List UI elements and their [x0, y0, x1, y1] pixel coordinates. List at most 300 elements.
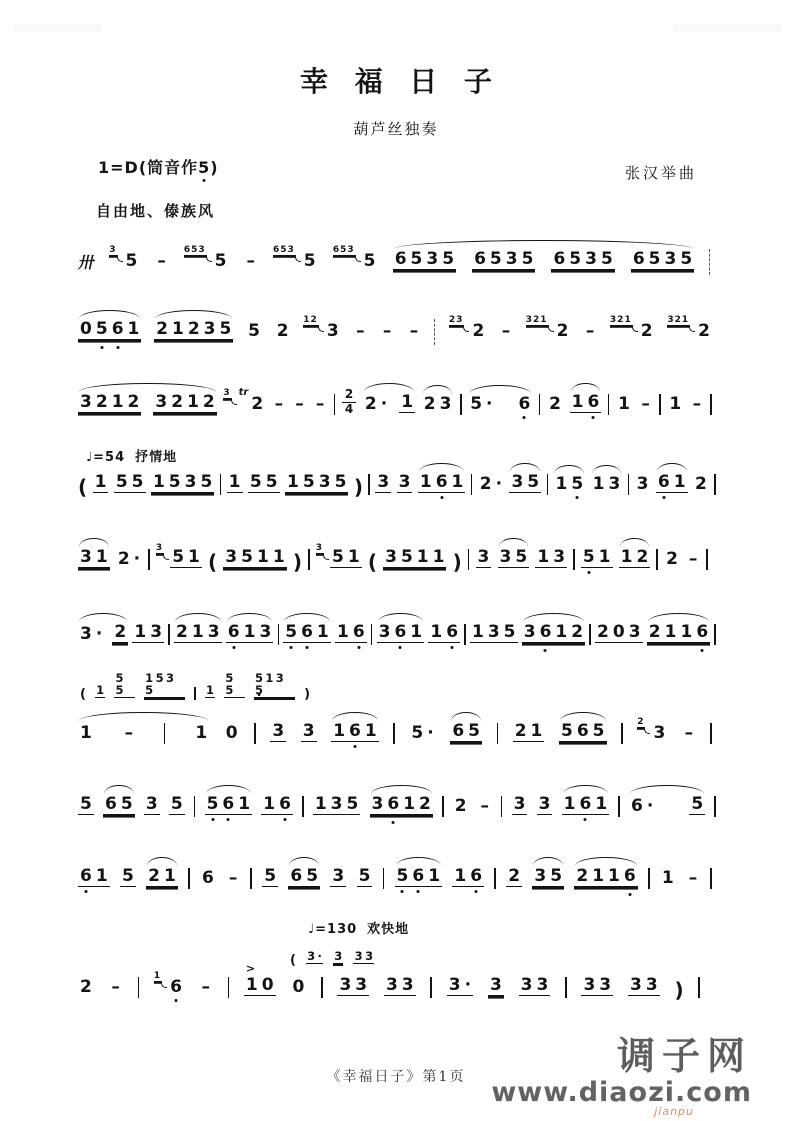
- digit: 5: [358, 866, 371, 886]
- music-line-9: [78, 857, 712, 895]
- digit: 1: [530, 721, 543, 741]
- digit: 3: [259, 622, 272, 642]
- note: [78, 626, 104, 651]
- slur-arc: [657, 463, 687, 472]
- grace-digits: 321: [667, 314, 690, 325]
- note: [151, 474, 214, 501]
- note-digits: [409, 725, 435, 742]
- note: [635, 476, 651, 501]
- note: [377, 624, 425, 651]
- digit: 5: [680, 249, 693, 269]
- note: [629, 798, 655, 823]
- note: [370, 796, 433, 823]
- note: [512, 796, 528, 823]
- digit: 1: [669, 394, 682, 414]
- note-digits: [453, 798, 469, 815]
- slur-arc: [396, 857, 442, 866]
- note-digits: [78, 626, 104, 643]
- barline: [710, 868, 712, 889]
- digit: 1: [432, 547, 445, 567]
- note: [509, 474, 541, 501]
- barline: [539, 394, 541, 415]
- note-digits: [399, 394, 415, 413]
- note-digits: [553, 476, 585, 493]
- digit: ·: [95, 624, 103, 644]
- note: [453, 798, 469, 823]
- grace-notes: [333, 246, 361, 257]
- note: [506, 868, 522, 895]
- note: [78, 796, 94, 823]
- note: [551, 251, 614, 278]
- slur-arc: [423, 385, 453, 394]
- parenthesis: (: [208, 550, 218, 574]
- note-digits: [535, 549, 567, 568]
- note-digits: [555, 323, 571, 340]
- note-digits: [383, 549, 446, 568]
- watermark-url: www.diaozi.com: [491, 1076, 752, 1108]
- note: [144, 796, 160, 823]
- note: [246, 323, 262, 348]
- note-digits: [422, 396, 454, 413]
- digit: 5: [125, 251, 138, 271]
- note-digits: [532, 868, 564, 887]
- grace-notes: [316, 544, 329, 555]
- note: [95, 682, 105, 705]
- slur-arc: [575, 857, 636, 866]
- digit: 6: [226, 624, 242, 641]
- slur-arc: [394, 240, 694, 249]
- digit: 1: [419, 472, 432, 492]
- digit: 2: [571, 622, 584, 642]
- digit: 5: [120, 794, 133, 814]
- digit: 3: [355, 975, 368, 995]
- slur-group: [468, 396, 532, 421]
- digit: 3: [334, 948, 343, 963]
- low-octave-dot: [451, 646, 454, 649]
- note: [535, 549, 567, 576]
- digit: 1: [401, 392, 414, 412]
- slur-arc: [206, 785, 252, 794]
- note-digits: [302, 253, 318, 270]
- note-digits: [472, 251, 535, 270]
- note: [330, 868, 346, 895]
- note: [472, 251, 535, 278]
- note: [78, 868, 110, 895]
- note: [109, 244, 139, 278]
- note-digits: [169, 796, 185, 815]
- note: [254, 673, 295, 704]
- note-digits: [635, 476, 651, 493]
- digit: 3: [599, 975, 612, 995]
- note: [447, 977, 473, 1004]
- note: [337, 977, 369, 1004]
- note: [570, 394, 602, 421]
- barline: [371, 624, 373, 645]
- digit: 6: [394, 249, 407, 269]
- digit: ·: [380, 394, 388, 414]
- note: [616, 396, 632, 421]
- note: [609, 314, 655, 348]
- digit: 3: [538, 794, 551, 814]
- expression-marking: 自由地、傣族风: [96, 202, 216, 220]
- note: [532, 868, 564, 895]
- duration-dash: –: [641, 394, 650, 414]
- digit: 1: [80, 723, 92, 743]
- slur-arc: [364, 383, 414, 392]
- note-digits: [270, 723, 286, 742]
- grace-notes: [610, 316, 638, 327]
- digit: 3: [80, 547, 92, 567]
- note-digits: [146, 868, 178, 887]
- digit: 5: [219, 319, 232, 339]
- dashed-barline: [434, 319, 437, 345]
- note-digits: [78, 868, 110, 887]
- note-digits: [154, 321, 233, 340]
- digit: 2: [640, 321, 653, 341]
- note: [283, 624, 331, 651]
- digit: 3: [307, 948, 316, 963]
- digit: 6: [538, 624, 554, 641]
- note-digits: [639, 323, 655, 340]
- digit: 6: [277, 796, 293, 813]
- digit: 3: [354, 948, 363, 963]
- barline: [497, 723, 499, 744]
- note-digits: [363, 396, 389, 413]
- note-digits: [591, 476, 623, 493]
- note: [647, 624, 710, 651]
- note-digits: [78, 549, 110, 568]
- barline: [621, 723, 623, 744]
- digit: 2: [156, 319, 168, 339]
- note: [193, 725, 209, 750]
- barline: [383, 868, 385, 889]
- digit: 1: [680, 622, 693, 642]
- digit: 3: [184, 472, 197, 492]
- digit: 3: [505, 249, 518, 269]
- barline: [706, 549, 708, 570]
- digit: 6: [351, 624, 367, 641]
- music-line-3: [78, 383, 712, 421]
- note-digits: [619, 549, 651, 568]
- digit: 1: [555, 474, 568, 494]
- note: [581, 549, 613, 576]
- digit: 3: [629, 975, 642, 995]
- digit: 6: [434, 474, 450, 491]
- subtitle: 葫芦丝独奏: [353, 120, 439, 138]
- digit: 1: [134, 622, 147, 642]
- digit: 5: [527, 472, 540, 492]
- note: [667, 314, 712, 348]
- grace-digits: 2: [637, 716, 645, 727]
- note-digits: [667, 396, 683, 413]
- barline: [308, 549, 310, 570]
- note: [116, 551, 142, 576]
- note-digits: [78, 796, 94, 815]
- slur-group: [393, 251, 695, 278]
- digit: 6: [656, 474, 672, 491]
- duration-dash: –: [201, 977, 211, 997]
- trill-mark: tr: [238, 387, 249, 398]
- barline: [164, 723, 166, 744]
- digit: 1: [347, 547, 360, 567]
- note: [315, 542, 362, 576]
- slur-arc: [523, 613, 584, 622]
- digit: 6: [694, 624, 710, 641]
- digit: 1: [451, 472, 464, 492]
- slur-arc: [79, 613, 127, 622]
- note-digits: [357, 868, 373, 887]
- digit: 1: [314, 794, 327, 814]
- note-digits: [78, 394, 141, 413]
- note-digits: [116, 551, 142, 568]
- note-digits: [275, 323, 291, 340]
- barline: [573, 549, 575, 570]
- digit: 5: [489, 249, 502, 269]
- digit: 5: [115, 682, 124, 697]
- low-octave-dot: [392, 821, 395, 824]
- duration-dash: –: [688, 868, 698, 888]
- digit: 5: [470, 394, 483, 414]
- grace-hook-icon: [548, 325, 554, 332]
- note: [112, 624, 128, 651]
- digit: 1: [256, 547, 269, 567]
- digit: 5: [265, 472, 278, 492]
- slur-arc: [469, 385, 531, 394]
- digit: 5: [254, 673, 264, 685]
- duration-dash: –: [356, 321, 365, 341]
- slur-arc: [289, 857, 319, 866]
- note-digits: [313, 796, 361, 815]
- note: [428, 624, 460, 651]
- barline: [648, 868, 650, 889]
- digit: 1: [111, 392, 124, 412]
- note-digits: [151, 474, 214, 493]
- digit: 1: [272, 547, 285, 567]
- digit: 2: [597, 622, 609, 642]
- slur-arc: [79, 712, 208, 721]
- digit: 6: [105, 794, 117, 814]
- digit: 1: [188, 547, 200, 567]
- grace-hook-icon: [231, 398, 237, 405]
- slur-arc: [155, 310, 232, 319]
- note-digits: [120, 868, 136, 887]
- note-digits: [262, 868, 278, 887]
- slur-arc: [571, 383, 601, 392]
- barline: [228, 977, 230, 998]
- note: [285, 474, 348, 501]
- parenthesis: (: [290, 953, 296, 968]
- digit: 2: [202, 392, 215, 412]
- note: [595, 624, 643, 651]
- note: [628, 977, 660, 1004]
- digit: 5: [170, 794, 183, 814]
- slur-arc: [560, 712, 606, 721]
- grace-hook-icon: [318, 325, 324, 332]
- digit: 5: [225, 671, 234, 685]
- note-digits: [551, 251, 614, 270]
- note: [519, 977, 551, 1004]
- low-octave-dot: [203, 179, 206, 182]
- note-digits: [519, 977, 551, 996]
- note-digits: [285, 474, 348, 493]
- digit: 2: [80, 977, 92, 997]
- duration-dash: –: [295, 394, 304, 414]
- note: [689, 796, 705, 823]
- grace-digits: 653: [272, 244, 295, 255]
- barline: [471, 474, 473, 495]
- digit: 1: [537, 547, 550, 567]
- digit: ·: [646, 796, 654, 816]
- digit: 5: [264, 866, 277, 886]
- barline: [656, 549, 658, 570]
- slur-group: [629, 796, 705, 823]
- note: [591, 476, 623, 501]
- note-digits: [223, 549, 286, 568]
- note: [664, 551, 680, 576]
- slur-arc: [79, 383, 216, 392]
- barline: [138, 977, 140, 998]
- barline: [464, 624, 466, 645]
- duration-dash: –: [409, 321, 419, 341]
- grace-hook-icon: [206, 255, 212, 262]
- digit: 1: [471, 622, 484, 642]
- digit: 1: [592, 866, 605, 886]
- slur-arc: [378, 613, 424, 622]
- digit: 6: [410, 868, 426, 885]
- grace-notes: [637, 718, 650, 729]
- low-octave-dot: [357, 646, 360, 649]
- note-digits: [112, 624, 128, 643]
- digit: 6: [452, 721, 465, 741]
- note: [331, 723, 379, 750]
- slur-arc: [104, 785, 134, 794]
- note-digits: [224, 673, 245, 698]
- digit: 2: [636, 547, 649, 567]
- note: [224, 725, 240, 750]
- digit: 1: [263, 794, 276, 814]
- low-octave-dot: [440, 496, 443, 499]
- tempo-style: 欢快地: [367, 922, 410, 937]
- digit: 0: [225, 723, 238, 743]
- note-digits: [249, 396, 265, 413]
- key-suffix: ): [210, 158, 219, 177]
- digit: ·: [464, 975, 472, 995]
- note-digits: [397, 474, 413, 493]
- barline: [302, 796, 304, 817]
- note-digits: [370, 796, 433, 815]
- digit: 3: [385, 975, 398, 995]
- tempo-style: 抒情地: [135, 450, 178, 465]
- low-octave-dot: [544, 649, 547, 652]
- low-octave-dot: [576, 496, 579, 499]
- grace-notes: [526, 316, 554, 327]
- note-digits: [696, 323, 712, 340]
- low-octave-dot: [628, 893, 631, 896]
- note: [290, 979, 306, 1004]
- watermark: [491, 1034, 752, 1118]
- digit: 5: [145, 682, 154, 697]
- duration-dash: –: [684, 723, 694, 743]
- barline: [321, 977, 323, 998]
- grace-notes: [154, 972, 167, 983]
- digit: 2: [556, 321, 569, 341]
- note: [272, 244, 318, 278]
- note-digits: [248, 474, 280, 493]
- digit: 2: [695, 474, 707, 494]
- time-signature: [342, 388, 356, 417]
- note-digits: [244, 962, 276, 996]
- digit: 1: [410, 622, 423, 642]
- note: [581, 977, 613, 1004]
- digit: 6: [468, 868, 484, 885]
- note: [409, 725, 435, 750]
- music-line-2: [78, 310, 712, 348]
- digit: 3: [653, 723, 666, 743]
- digit: 1: [243, 622, 256, 642]
- digit: 1: [403, 794, 416, 814]
- barline: [547, 474, 549, 495]
- music-line-4: [78, 463, 716, 501]
- digit: 3: [448, 975, 461, 995]
- digit: 2: [114, 622, 127, 642]
- barline: [501, 796, 503, 817]
- note: [174, 624, 222, 651]
- digit: 3: [477, 547, 490, 567]
- low-octave-dot: [353, 745, 356, 748]
- digit: 1: [228, 472, 241, 492]
- digit: 1: [152, 472, 165, 492]
- slur-group: [78, 394, 217, 421]
- note: [422, 396, 454, 421]
- digit: 3: [583, 975, 596, 995]
- note: [559, 723, 607, 750]
- low-octave-dot: [211, 818, 214, 821]
- digit: 1: [187, 392, 199, 412]
- digit: 5: [581, 549, 597, 566]
- note-digits: [330, 868, 346, 887]
- digit: 5: [334, 472, 347, 492]
- slur-arc: [563, 785, 609, 794]
- digit: 2: [117, 549, 130, 569]
- note-digits: [616, 396, 632, 413]
- digit: 2: [508, 866, 521, 886]
- digit: 5: [550, 866, 563, 886]
- grace-hook-icon: [355, 255, 361, 262]
- note-digits: [476, 549, 492, 568]
- note: [78, 725, 94, 750]
- note-digits: [213, 253, 229, 270]
- music-line-7-cue: [80, 671, 311, 704]
- digit: 1: [563, 794, 576, 814]
- note-digits: [447, 977, 473, 996]
- digit: 6: [392, 624, 408, 641]
- digit: 3: [371, 794, 384, 814]
- grace-hook-icon: [323, 553, 329, 560]
- barline: [254, 723, 256, 744]
- digit: 6: [474, 249, 486, 269]
- note-digits: [506, 868, 522, 887]
- note: [395, 868, 443, 895]
- digit: 2: [187, 319, 200, 339]
- digit: 5: [122, 866, 134, 886]
- note-digits: [470, 323, 486, 340]
- digit: 1: [620, 547, 633, 567]
- grace-notes: [184, 246, 212, 257]
- grace-digits: 12: [303, 314, 318, 325]
- barline: [188, 868, 190, 889]
- note-digits: [418, 474, 466, 493]
- note-digits: [470, 624, 518, 643]
